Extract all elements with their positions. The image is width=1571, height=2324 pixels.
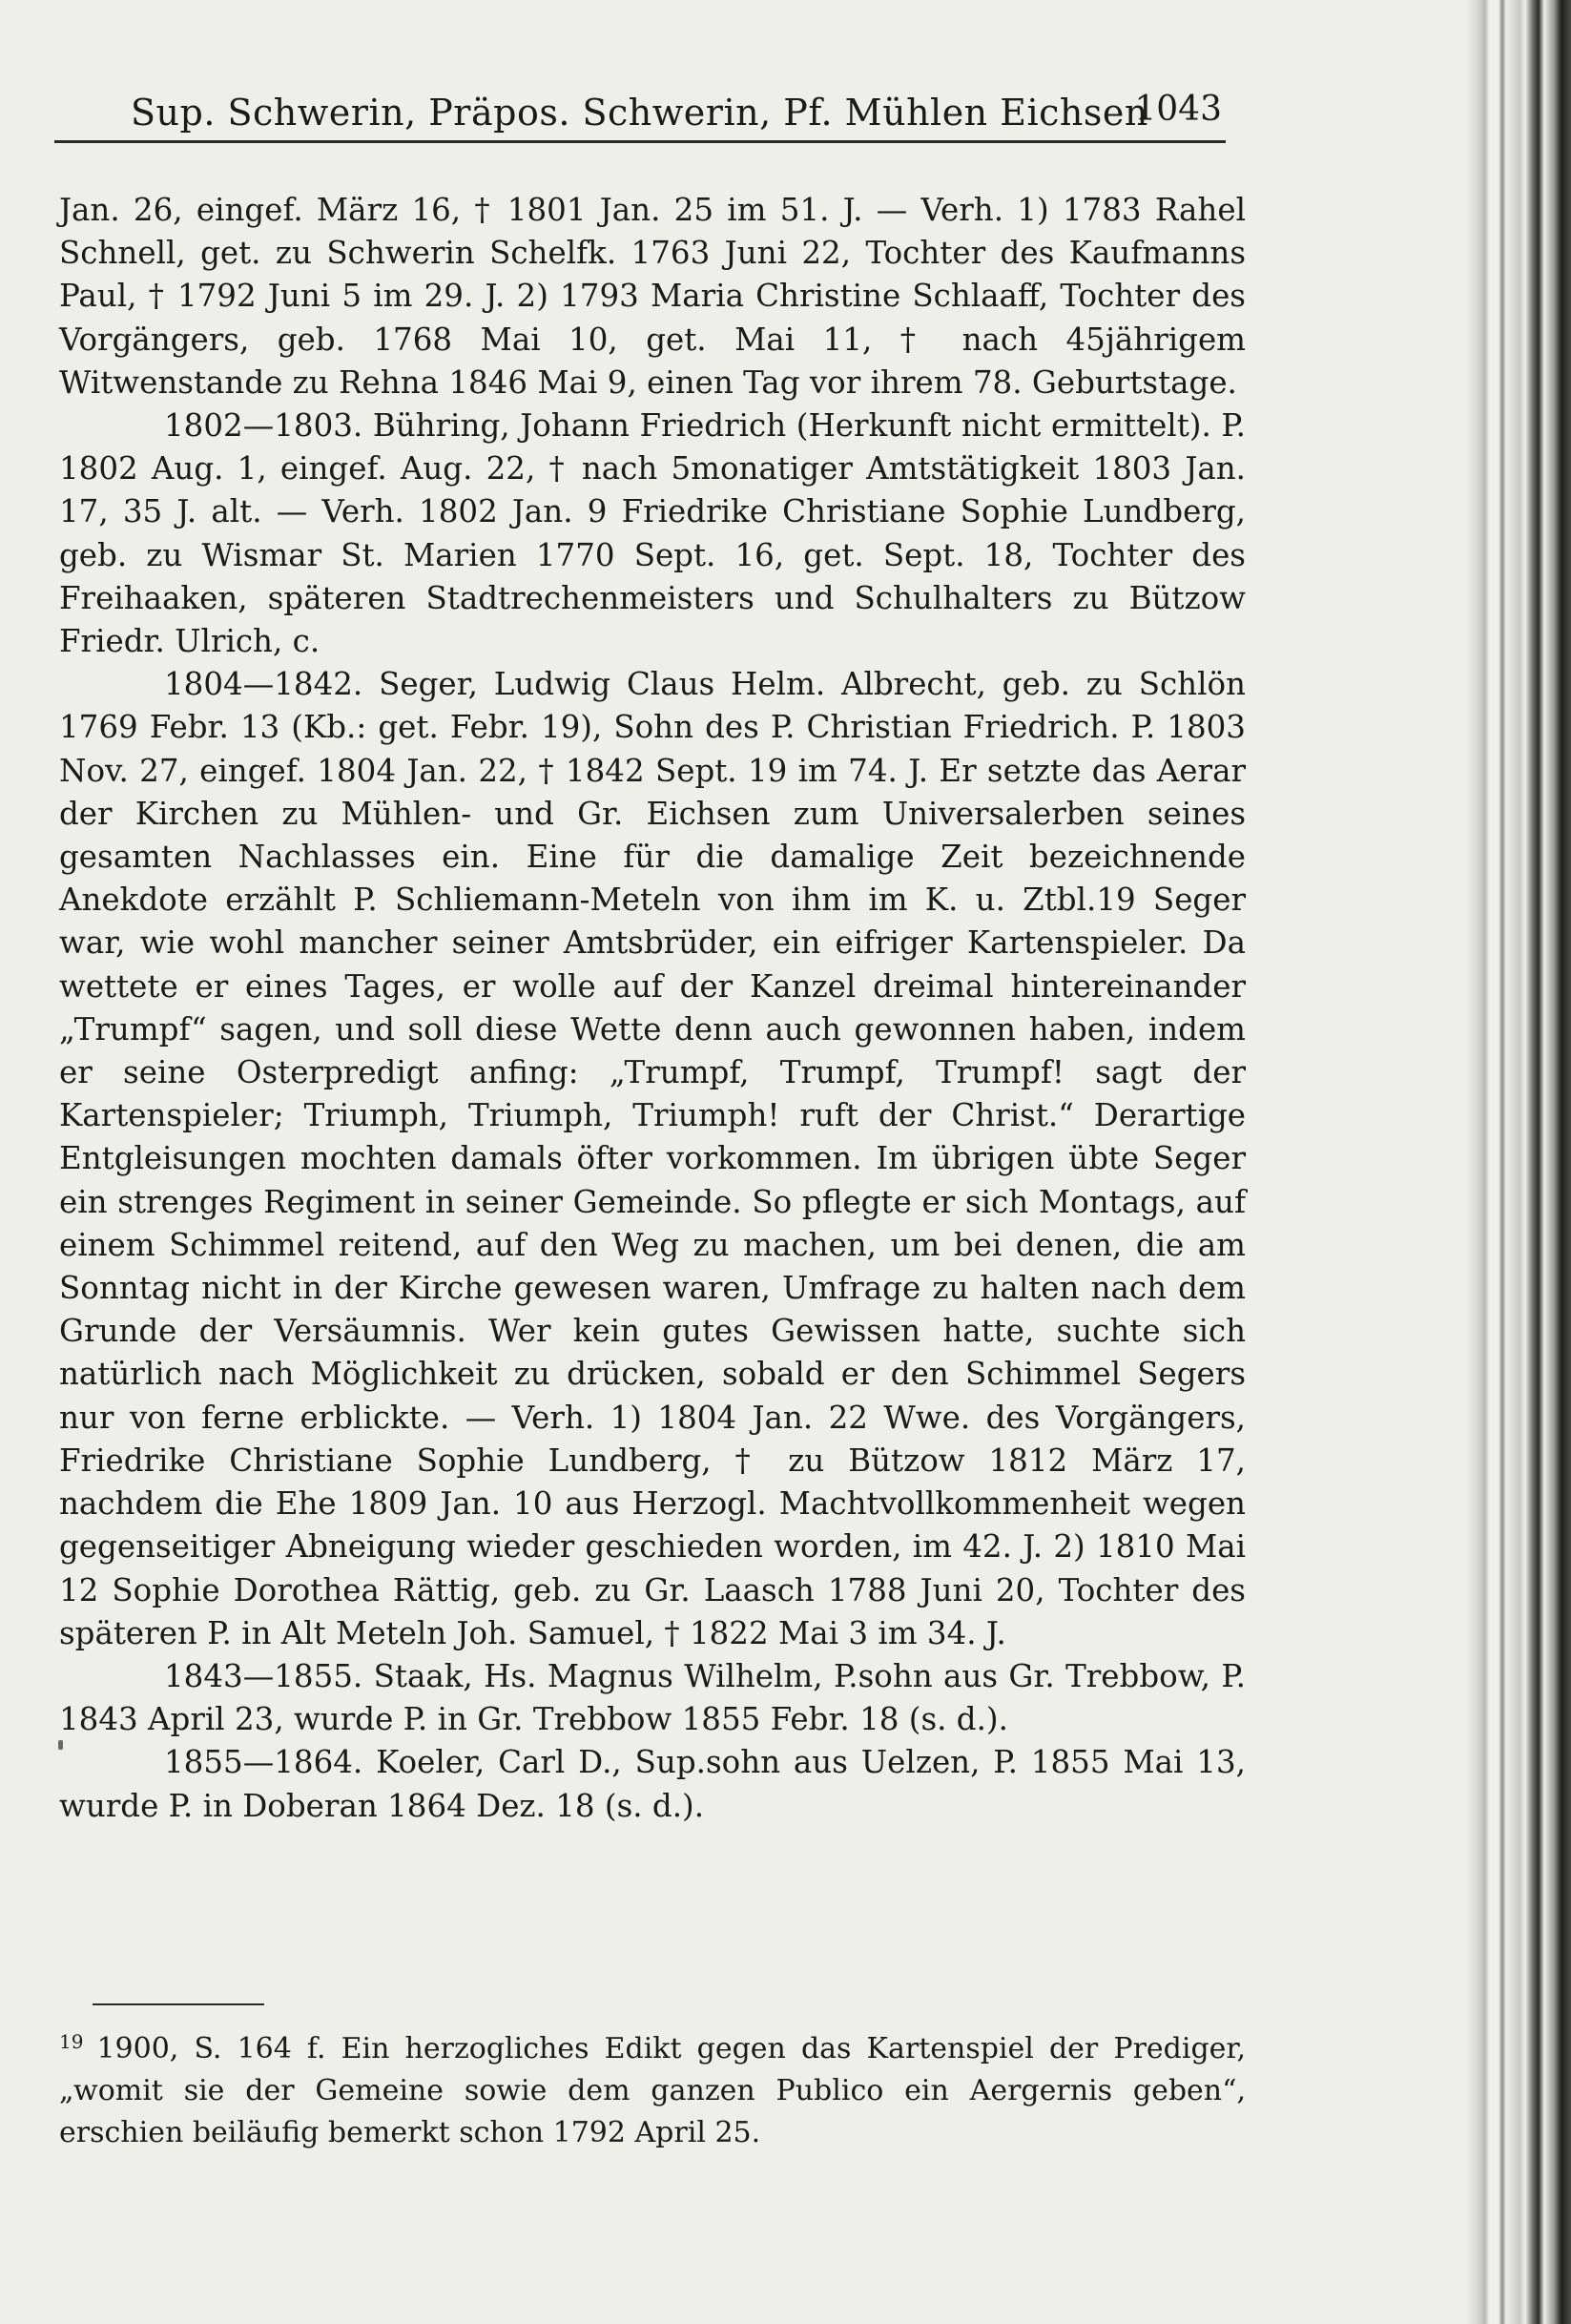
footnote-rule [93,2003,264,2005]
paragraph-seger: 1804—1842. Seger, Ludwig Claus Helm. Albrecht, geb. zu Schlön 1769 Febr. 13 (Kb.: get. Febr. 19), Sohn des P. Christian Friedrich. P. 1803 Nov. 27, eingef. 1804 Jan. 22, † 1842 Sept. 19 im 74. J. Er setzte das Aerar der Kirchen zu Mühlen- und Gr. Eichsen zum Universalerben seines gesamten Nachlasses ein. Eine für die damalige Zeit bezeichnende Anekdote erzählt P. Schliemann-Meteln von ihm im K. u. Ztbl.19 Seger war, wie wohl mancher seiner Amtsbrüder, ein eifriger Kartenspieler. Da wettete er eines Tages, er wolle auf der Kanzel dreimal hintereinander „Trumpf“ sagen, und soll diese Wette denn auch gewonnen haben, indem er seine Osterpredigt anfing: „Trumpf, Trumpf, Trumpf! sagt der Kartenspieler; Triumph, Triumph, Triumph! ruft der Christ.“ Derartige Entgleisungen mochten damals öfter vorkommen. Im übrigen übte Seger ein strenges Regiment in seiner Gemeinde. So pflegte er sich Montags, auf einem Schimmel reitend, auf den Weg zu machen, um bei denen, die am Sonntag nicht in der Kirche gewesen waren, Umfrage zu halten nach dem Grunde der Versäumnis. Wer kein gutes Gewissen hatte, suchte sich natürlich nach Möglichkeit zu drücken, sobald er den Schimmel Segers nur von ferne erblickte. — Verh. 1) 1804 Jan. 22 Wwe. des Vorgängers, Friedrike Christiane Sophie Lundberg, † zu Bützow 1812 März 17, nachdem die Ehe 1809 Jan. 10 aus Herzogl. Machtvollkommenheit wegen gegenseitiger Abneigung wieder geschieden worden, im 42. J. 2) 1810 Mai 12 Sophie Dorothea Rättig, geb. zu Gr. Laasch 1788 Juni 20, Tochter des späteren P. in Alt Meteln Joh. Samuel, † 1822 Mai 3 im 34. J. [59,666,1246,1651]
paragraph-continuation: Jan. 26, eingef. März 16, † 1801 Jan. 25 im 51. J. — Verh. 1) 1783 Rahel Schnell, get. zu Schwerin Schelfk. 1763 Juni 22, Tochter des Kaufmanns Paul, † 1792 Juni 5 im 29. J. 2) 1793 Maria Christine Schlaaff, Tochter des Vorgängers, geb. 1768 Mai 10, get. Mai 11, † nach 45jährigem Witwenstande zu Rehna 1846 Mai 9, einen Tag vor ihrem 78. Geburtstage. [59,192,1246,401]
header-title: Sup. Schwerin, Präpos. Schwerin, Pf. Mühlen Eichsen [131,92,1148,134]
footnotes [59,2021,1246,2154]
header-rule [54,140,1226,143]
paragraph-koeler: 1855—1864. Koeler, Carl D., Sup.sohn aus Uelzen, P. 1855 Mai 13, wurde P. in Doberan 1864 Dez. 18 (s. d.). [59,1744,1246,1824]
footnote-text: 1900, S. 164 f. Ein herzogliches Edikt gegen das Kartenspiel der Prediger, „womit sie der Gemeine sowie dem ganzen Publico ein Aergernis geben“, erschien beiläufig bemerkt schon 1792 April 25. [59,2032,1246,2149]
running-header [131,92,1222,139]
footnote-mark: 19 [59,2030,84,2053]
paragraph-staak: 1843—1855. Staak, Hs. Magnus Wilhelm, P.sohn aus Gr. Trebbow, P. 1843 April 23, wurde P. in Gr. Trebbow 1855 Febr. 18 (s. d.). [59,1657,1246,1738]
book-binding-edge [1466,0,1571,2324]
scan-speck [58,1740,63,1750]
main-text [59,189,1246,1828]
paragraph-buehring: 1802—1803. Bühring, Johann Friedrich (Herkunft nicht ermittelt). P. 1802 Aug. 1, eingef. Aug. 22, † nach 5monatiger Amtstätigkeit 1803 Jan. 17, 35 J. alt. — Verh. 1802 Jan. 9 Friedrike Christiane Sophie Lundberg, geb. zu Wismar St. Marien 1770 Sept. 16, get. Sept. 18, Tochter des Freihaaken, späteren Stadtrechenmeisters und Schulhalters zu Bützow Friedr. Ulrich, c. [59,407,1246,660]
page-number: 1043 [1134,90,1222,129]
footnote-19 [59,2021,1246,2154]
